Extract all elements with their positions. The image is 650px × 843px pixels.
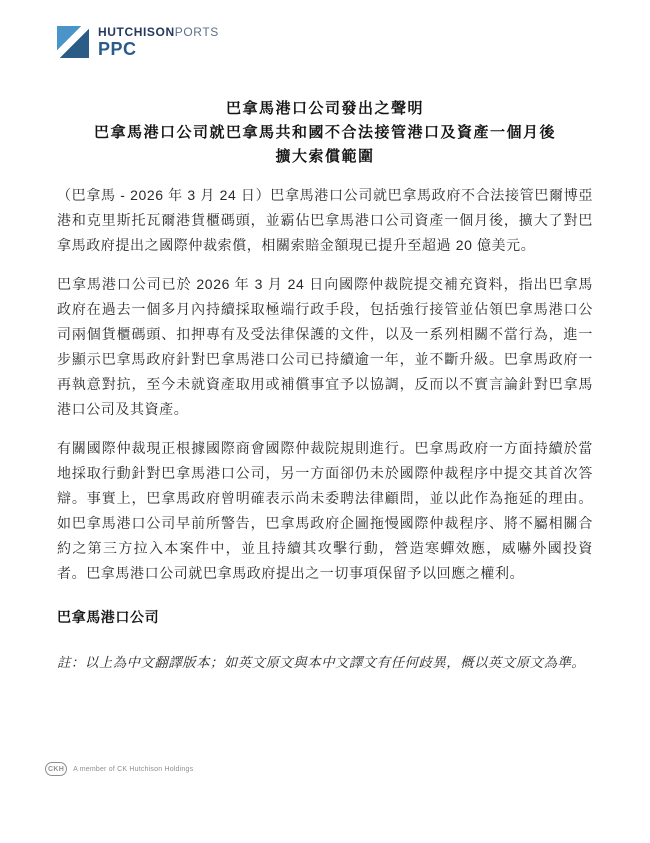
- title-line-2: 巴拿馬港口公司就巴拿馬共和國不合法接管港口及資產一個月後: [93, 124, 556, 141]
- brand-name-ports: PORTS: [174, 25, 219, 39]
- signature-company-name: 巴拿馬港口公司: [57, 609, 160, 625]
- hutchison-ports-ppc-logo: [57, 25, 593, 59]
- paragraph-3: 有關國際仲裁現正根據國際商會國際仲裁院規則進行。巴拿馬政府一方面持續於當地採取行動針對巴拿馬港口公司，另一方面卻仍未於國際仲裁程序中提交其首次答辯。事實上，巴拿馬政府曾明確表示尚未委聘法律顧問，並以此作為拖延的理由。如巴拿馬港口公司早前所警告，巴拿馬政府企圖拖慢國際仲裁程序、將不屬相關合約之第三方拉入本案件中，並且持續其攻擊行動，營造寒蟬效應，威嚇外國投資者。巴拿馬港口公司就巴拿馬政府提出之一切事項保留予以回應之權利。: [57, 440, 593, 581]
- brand-unit-ppc: PPC: [98, 39, 137, 59]
- brand-name-hutchison: HUTCHISON: [98, 25, 175, 39]
- member-of-ck-hutchison-text: A member of CK Hutchison Holdings: [73, 765, 194, 773]
- footer: [45, 762, 193, 776]
- paragraph-1: （巴拿馬 - 2026 年 3 月 24 日）巴拿馬港口公司就巴拿馬政府不合法接管巴爾博亞港和克里斯托瓦爾港貨櫃碼頭，並霸佔巴拿馬港口公司資產一個月後，擴大了對巴拿馬政府提出之國際仲裁索償，相關索賠金額現已提升至超過 20 億美元。: [57, 187, 593, 253]
- brand-text: [98, 26, 219, 58]
- ck-hutchison-logo-icon: CKH: [45, 762, 67, 776]
- brand-name: [98, 26, 219, 38]
- statement-body: [57, 183, 593, 671]
- title-line-3: 擴大索償範圍: [275, 148, 375, 165]
- translation-note: 註：以上為中文翻譯版本；如英文原文與本中文譯文有任何歧異，概以英文原文為準。: [57, 655, 586, 670]
- title-line-1: 巴拿馬港口公司發出之聲明: [225, 100, 424, 117]
- hutchison-ports-logo-icon: [57, 26, 89, 58]
- paragraph-2: 巴拿馬港口公司已於 2026 年 3 月 24 日向國際仲裁院提交補充資料，指出巴拿馬政府在過去一個多月內持續採取極端行政手段，包括強行接管並佔領巴拿馬港口公司兩個貨櫃碼頭、扣押專有及受法律保護的文件，以及一系列相關不當行為，進一步顯示巴拿馬政府針對巴拿馬港口公司已持續逾一年，並不斷升級。巴拿馬政府一再執意對抗，至今未就資產取用或補償事宜予以協調，反而以不實言論針對巴拿馬港口公司及其資產。: [57, 276, 593, 417]
- statement-title: [57, 97, 593, 169]
